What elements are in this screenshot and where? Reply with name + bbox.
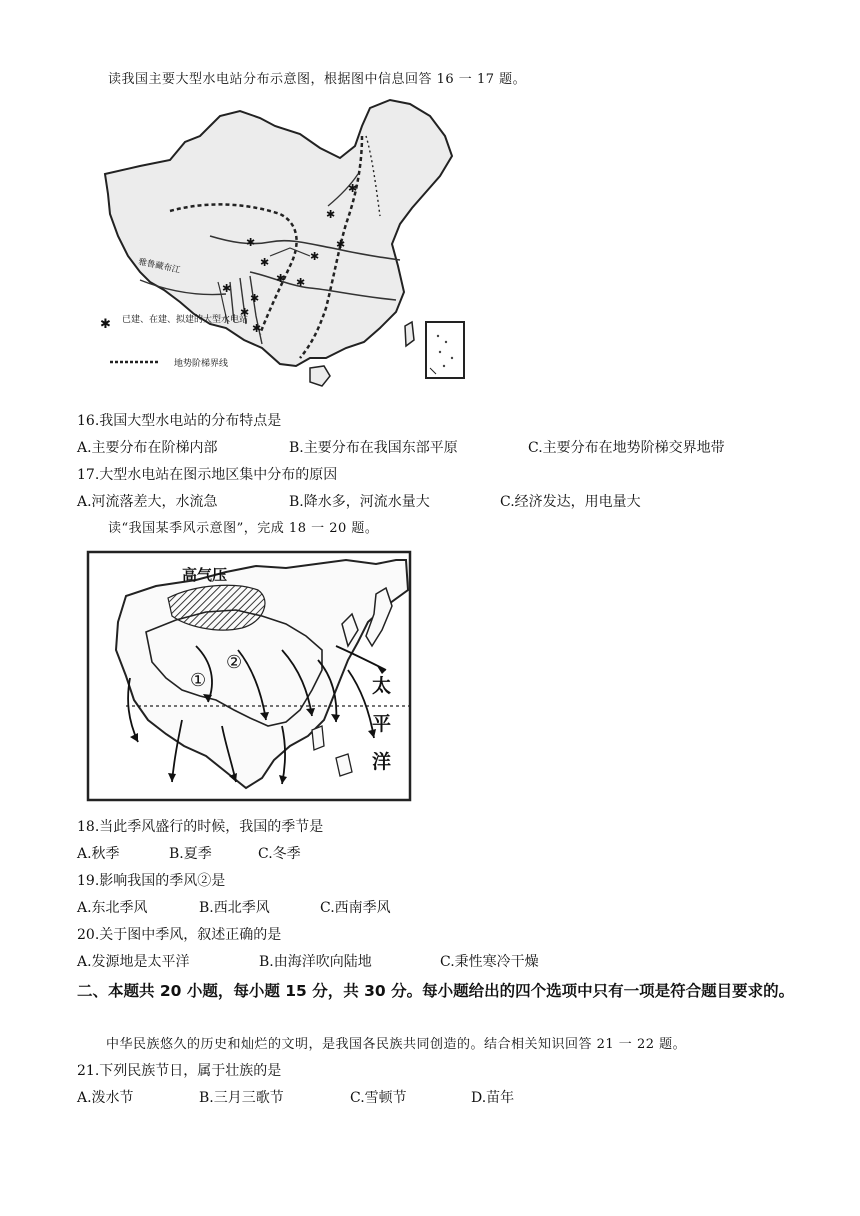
q16-option-a[interactable]: A.主要分布在阶梯内部 (77, 440, 218, 456)
q18-stem: 18.当此季风盛行的时候，我国的季节是 (77, 819, 324, 835)
q18-option-c[interactable]: C.冬季 (258, 846, 301, 862)
svg-text:✱: ✱ (276, 272, 286, 285)
q18-option-b[interactable]: B.夏季 (169, 846, 212, 862)
monsoon-map (86, 550, 414, 802)
q17-option-c[interactable]: C.经济发达，用电量大 (500, 494, 641, 510)
q21-option-d[interactable]: D.苗年 (471, 1090, 515, 1106)
intro-text-hydropower: 读我国主要大型水电站分布示意图，根据图中信息回答 16 一 17 题。 (108, 72, 527, 87)
marker-1: ① (190, 670, 207, 691)
svg-text:✱: ✱ (246, 236, 256, 249)
q21-option-c[interactable]: C.雪顿节 (350, 1090, 407, 1106)
q21-option-b[interactable]: B.三月三歌节 (199, 1090, 284, 1106)
q19-option-c[interactable]: C.西南季风 (320, 900, 391, 916)
river-label-yarlung: 雅鲁藏布江 (137, 257, 182, 276)
ocean-label-tai: 太 (372, 675, 392, 697)
svg-text:✱: ✱ (326, 208, 336, 221)
q18-option-a[interactable]: A.秋季 (77, 846, 120, 862)
ocean-label-ping: 平 (372, 713, 392, 735)
svg-text:✱: ✱ (260, 256, 270, 269)
q17-stem: 17.大型水电站在图示地区集中分布的原因 (77, 467, 338, 483)
legend-star-label: 已建、在建、拟建的大型水电站 (122, 315, 249, 325)
q20-option-a[interactable]: A.发源地是太平洋 (77, 954, 190, 970)
q16-stem: 16.我国大型水电站的分布特点是 (77, 413, 282, 429)
section-two-heading: 二、本题共 20 小题，每小题 15 分，共 30 分。每小题给出的四个选项中只有一项是符合题目要求的。 (77, 982, 795, 1000)
svg-text:✱: ✱ (240, 306, 250, 319)
q19-option-b[interactable]: B.西北季风 (199, 900, 270, 916)
q16-option-b[interactable]: B.主要分布在我国东部平原 (289, 440, 458, 456)
q19-stem: 19.影响我国的季风②是 (77, 873, 226, 889)
svg-text:✱: ✱ (222, 282, 232, 295)
q17-option-b[interactable]: B.降水多，河流水量大 (289, 494, 430, 510)
svg-text:✱: ✱ (250, 292, 260, 305)
intro-text-monsoon: 读“我国某季风示意图”，完成 18 一 20 题。 (108, 521, 379, 536)
high-pressure-label: 高气压 (182, 566, 228, 584)
q19-option-a[interactable]: A.东北季风 (77, 900, 148, 916)
svg-text:✱: ✱ (252, 322, 262, 335)
q21-option-a[interactable]: A.泼水节 (77, 1090, 134, 1106)
legend-line-label: 地势阶梯界线 (174, 359, 229, 369)
marker-2: ② (226, 652, 243, 673)
svg-text:✱: ✱ (310, 250, 320, 263)
legend-star-icon: ✱ (100, 317, 111, 332)
ocean-label-yang: 洋 (372, 751, 392, 773)
q20-option-c[interactable]: C.秉性寒冷干燥 (440, 954, 539, 970)
q20-stem: 20.关于图中季风，叙述正确的是 (77, 927, 282, 943)
q17-option-a[interactable]: A.河流落差大，水流急 (77, 494, 218, 510)
q16-option-c[interactable]: C.主要分布在地势阶梯交界地带 (528, 440, 725, 456)
svg-text:✱: ✱ (348, 182, 358, 195)
intro-text-ethnic: 中华民族悠久的历史和灿烂的文明，是我国各民族共同创造的。结合相关知识回答 21 一 22 题。 (106, 1037, 687, 1052)
hydropower-map (100, 96, 472, 404)
svg-text:✱: ✱ (296, 276, 306, 289)
svg-text:✱: ✱ (336, 238, 346, 251)
q20-option-b[interactable]: B.由海洋吹向陆地 (259, 954, 372, 970)
q21-stem: 21.下列民族节日，属于壮族的是 (77, 1063, 282, 1079)
